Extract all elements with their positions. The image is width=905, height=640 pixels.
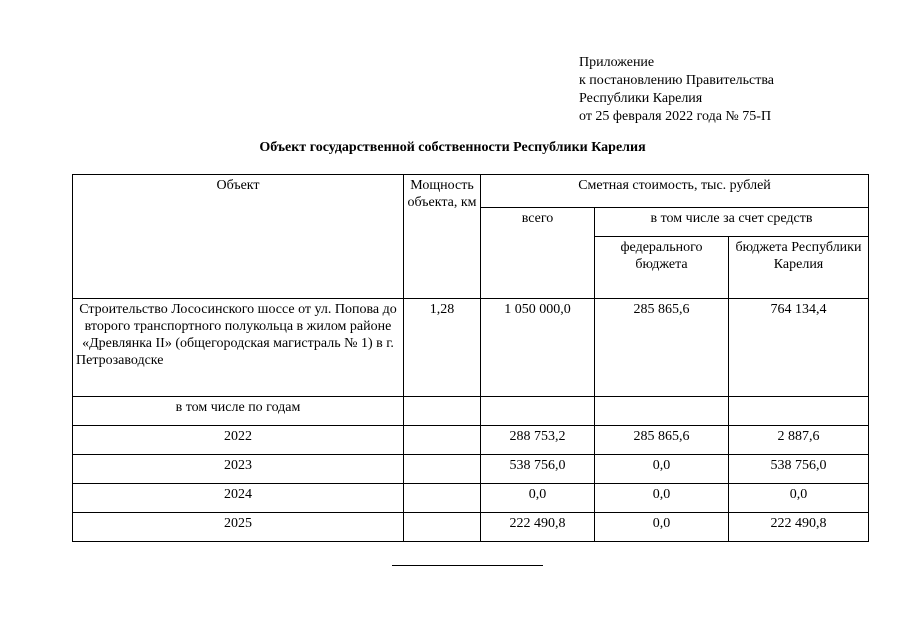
year-total-cell: 222 490,8 [481, 513, 595, 542]
year-federal-cell: 0,0 [595, 455, 729, 484]
header-object: Объект [73, 175, 404, 299]
table-row [73, 484, 869, 513]
appendix-line-4: от 25 февраля 2022 года № 75-П [579, 109, 772, 124]
object-table [72, 174, 869, 542]
empty-cell [404, 484, 481, 513]
empty-cell [404, 397, 481, 426]
table-row [73, 299, 869, 397]
header-capacity: Мощность объекта, км [404, 175, 481, 299]
year-total-cell: 288 753,2 [481, 426, 595, 455]
year-cell: 2025 [73, 513, 404, 542]
appendix-line-3: Республики Карелия [579, 91, 703, 106]
object-federal-cell: 285 865,6 [595, 299, 729, 397]
header-including: в том числе за счет средств [595, 208, 869, 237]
year-regional-cell: 0,0 [729, 484, 869, 513]
header-regional: бюджета Республики Карелия [729, 237, 869, 299]
empty-cell [729, 397, 869, 426]
year-cell: 2023 [73, 455, 404, 484]
table-row [73, 397, 869, 426]
year-cell: 2022 [73, 426, 404, 455]
header-cost: Сметная стоимость, тыс. рублей [481, 175, 869, 208]
object-total-cell: 1 050 000,0 [481, 299, 595, 397]
empty-cell [404, 513, 481, 542]
empty-cell [404, 426, 481, 455]
appendix-line-1: Приложение [579, 55, 655, 70]
object-regional-cell: 764 134,4 [729, 299, 869, 397]
table-row [73, 426, 869, 455]
year-federal-cell: 285 865,6 [595, 426, 729, 455]
year-regional-cell: 538 756,0 [729, 455, 869, 484]
appendix-line-2: к постановлению Правительства [579, 73, 775, 88]
year-federal-cell: 0,0 [595, 513, 729, 542]
year-total-cell: 538 756,0 [481, 455, 595, 484]
table-row [73, 455, 869, 484]
by-years-label-cell: в том числе по годам [73, 397, 404, 426]
bottom-divider [392, 565, 543, 566]
year-regional-cell: 222 490,8 [729, 513, 869, 542]
header-total: всего [481, 208, 595, 299]
empty-cell [404, 455, 481, 484]
appendix-header [579, 54, 774, 126]
year-federal-cell: 0,0 [595, 484, 729, 513]
object-capacity-cell: 1,28 [404, 299, 481, 397]
year-regional-cell: 2 887,6 [729, 426, 869, 455]
header-federal: федерального бюджета [595, 237, 729, 299]
empty-cell [595, 397, 729, 426]
year-total-cell: 0,0 [481, 484, 595, 513]
object-name-cell: Строительство Лососинского шоссе от ул. Попова до второго транспортного полукольца в жилом районе «Древлянка II» (общегородская магистраль № 1) в г. Петрозаводске [73, 299, 404, 397]
document-title: Объект государственной собственности Республики Карелия [259, 140, 646, 155]
empty-cell [481, 397, 595, 426]
table-row [73, 513, 869, 542]
year-cell: 2024 [73, 484, 404, 513]
